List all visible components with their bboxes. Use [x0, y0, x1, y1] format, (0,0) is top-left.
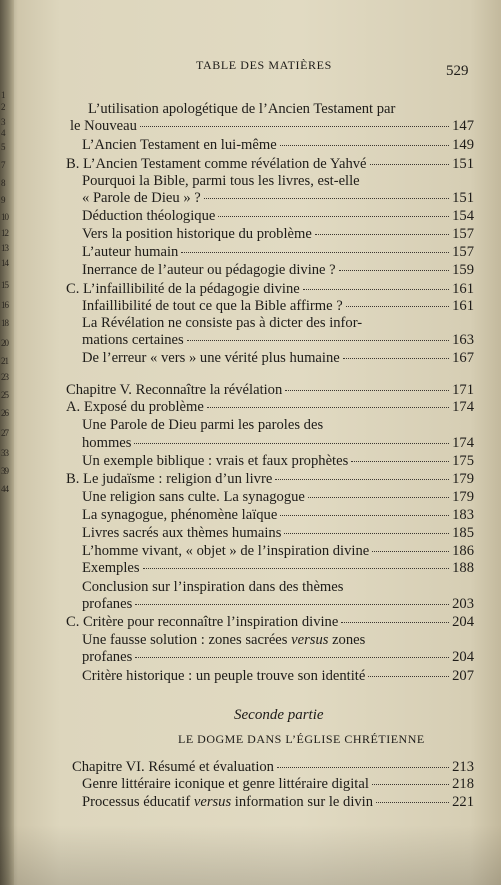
toc-entry-title: Processus éducatif versus information sur le divin — [82, 794, 374, 810]
toc-entry-page: 161 — [452, 281, 474, 297]
toc-entry-page: 186 — [452, 543, 474, 559]
toc-entry — [66, 398, 474, 416]
toc-entry — [82, 542, 474, 560]
gutter-mark: 14 — [1, 258, 8, 268]
toc-entry-title: hommes — [82, 435, 132, 451]
toc-entry — [82, 793, 474, 811]
toc-entry-page: 179 — [452, 489, 474, 505]
gutter-mark: 4 — [1, 128, 5, 138]
toc-entry-page: 175 — [452, 453, 474, 469]
toc-entry — [82, 524, 474, 542]
toc-entry — [66, 381, 474, 399]
leader-dots — [370, 164, 450, 165]
leader-dots — [275, 479, 449, 480]
toc-entry — [82, 349, 474, 367]
toc-entry-title: L’Ancien Testament en lui-même — [82, 137, 277, 153]
leader-dots — [351, 461, 449, 462]
gutter-mark: 25 — [1, 390, 8, 400]
leader-dots — [135, 604, 449, 605]
toc-entry-page: 213 — [452, 759, 474, 775]
leader-dots — [376, 802, 449, 803]
leader-dots — [372, 551, 449, 552]
toc-entry-title: Une religion sans culte. La synagogue — [82, 489, 305, 505]
leader-dots — [315, 234, 449, 235]
toc-entry-page: 163 — [452, 332, 474, 348]
toc-entry-title: La Révélation ne consiste pas à dicter des infor- — [82, 315, 363, 331]
toc-entry — [82, 506, 474, 524]
toc-entry — [82, 631, 474, 649]
toc-entry-page: 147 — [452, 118, 474, 134]
leader-dots — [303, 289, 449, 290]
toc-entry-page: 179 — [452, 471, 474, 487]
toc-entry — [88, 100, 474, 118]
toc-entry-page: 157 — [452, 244, 474, 260]
toc-entry-title: Exemples — [82, 560, 140, 576]
leader-dots — [134, 443, 449, 444]
toc-entry — [66, 470, 474, 488]
leader-dots — [308, 497, 449, 498]
toc-entry — [82, 172, 474, 190]
toc-entry-page: 159 — [452, 262, 474, 278]
leader-dots — [343, 358, 449, 359]
toc-entry-page: 151 — [452, 190, 474, 206]
toc-entry — [82, 189, 474, 207]
gutter-mark: 27 — [1, 428, 8, 438]
toc-entry — [72, 758, 474, 776]
toc-entry-title: Critère historique : un peuple trouve son identité — [82, 668, 366, 684]
leader-dots — [204, 198, 449, 199]
toc-entry-title: Inerrance de l’auteur ou pédagogie divine ? — [82, 262, 336, 278]
toc-entry-page: 151 — [452, 156, 474, 172]
gutter-mark: 7 — [1, 160, 5, 170]
toc-entry-page: 174 — [452, 399, 474, 415]
gutter-mark: 21 — [1, 356, 8, 366]
toc-entry-title: L’auteur humain — [82, 244, 179, 260]
toc-entry-page: 203 — [452, 596, 474, 612]
toc-entry — [82, 775, 474, 793]
leader-dots — [187, 340, 449, 341]
page-shadow — [0, 825, 501, 885]
toc-entry — [66, 280, 474, 298]
leader-dots — [372, 784, 449, 785]
toc-entry-page: 174 — [452, 435, 474, 451]
toc-entry-page: 154 — [452, 208, 474, 224]
gutter-mark: 23 — [1, 372, 8, 382]
toc-entry — [82, 595, 474, 613]
toc-entry — [66, 613, 474, 631]
part-title: LE DOGME DANS L’ÉGLISE CHRÉTIENNE — [178, 732, 425, 746]
gutter-mark: 13 — [1, 243, 8, 253]
toc-entry-page: 221 — [452, 794, 474, 810]
toc-entry-title: Une fausse solution : zones sacrées versus zones — [82, 632, 366, 648]
toc-entry — [82, 261, 474, 279]
gutter-mark: 39 — [1, 466, 8, 476]
running-header: TABLE DES MATIÈRES — [196, 58, 332, 72]
gutter-mark: 8 — [1, 178, 5, 188]
leader-dots — [285, 390, 449, 391]
leader-dots — [280, 515, 449, 516]
toc-entry — [66, 155, 474, 173]
leader-dots — [207, 407, 449, 408]
leader-dots — [368, 676, 449, 677]
toc-entry-title: profanes — [82, 649, 133, 665]
toc-entry — [82, 297, 474, 315]
toc-entry-title: B. L’Ancien Testament comme révélation de Yahvé — [66, 156, 367, 172]
toc-entry — [82, 667, 474, 685]
toc-entry-title: A. Exposé du problème — [66, 399, 204, 415]
gutter-mark: 15 — [1, 280, 8, 290]
leader-dots — [339, 270, 449, 271]
toc-entry-title: Pourquoi la Bible, parmi tous les livres, est-elle — [82, 173, 360, 189]
toc-entry-page: 188 — [452, 560, 474, 576]
toc-entry-title: Chapitre VI. Résumé et évaluation — [72, 759, 274, 775]
gutter-mark: 33 — [1, 448, 8, 458]
leader-dots — [218, 216, 449, 217]
toc-entry-title: C. Critère pour reconnaître l’inspiration divine — [66, 614, 339, 630]
toc-entry-title: Livres sacrés aux thèmes humains — [82, 525, 282, 541]
toc-entry — [82, 243, 474, 261]
toc-entry-page: 157 — [452, 226, 474, 242]
gutter-mark: 5 — [1, 142, 5, 152]
toc-entry-title: Déduction théologique — [82, 208, 216, 224]
gutter-mark: 44 — [1, 484, 8, 494]
toc-entry-page: 185 — [452, 525, 474, 541]
gutter-mark: 12 — [1, 228, 8, 238]
gutter-mark: 16 — [1, 300, 8, 310]
toc-entry — [82, 648, 474, 666]
leader-dots — [135, 657, 449, 658]
leader-dots — [181, 252, 449, 253]
gutter-mark: 20 — [1, 338, 8, 348]
toc-entry — [82, 416, 474, 434]
page-number: 529 — [446, 63, 469, 79]
toc-entry-title: L’utilisation apologétique de l’Ancien Testament par — [88, 101, 396, 117]
part-label: Seconde partie — [234, 707, 324, 723]
toc-entry-page: 171 — [452, 382, 474, 398]
leader-dots — [346, 306, 449, 307]
toc-entry-title: Infaillibilité de tout ce que la Bible affirme ? — [82, 298, 343, 314]
leader-dots — [280, 145, 449, 146]
leader-dots — [277, 767, 449, 768]
leader-dots — [140, 126, 449, 127]
toc-entry-title: La synagogue, phénomène laïque — [82, 507, 278, 523]
toc-entry-title: Genre littéraire iconique et genre littéraire digital — [82, 776, 369, 792]
toc-entry-title: Vers la position historique du problème — [82, 226, 312, 242]
toc-entry-page: 207 — [452, 668, 474, 684]
toc-entry — [82, 452, 474, 470]
toc-entry — [82, 225, 474, 243]
toc-entry — [70, 117, 474, 135]
toc-entry — [82, 207, 474, 225]
toc-entry-title: le Nouveau — [70, 118, 137, 134]
toc-entry-title: mations certaines — [82, 332, 184, 348]
toc-entry — [82, 136, 474, 154]
toc-entry-title: Un exemple biblique : vrais et faux prophètes — [82, 453, 349, 469]
toc-entry — [82, 559, 474, 577]
toc-entry — [82, 578, 474, 596]
gutter-mark: 10 — [1, 212, 8, 222]
gutter-mark: 9 — [1, 195, 5, 205]
gutter-mark: 1 — [1, 90, 5, 100]
leader-dots — [284, 533, 449, 534]
toc-entry-title: Conclusion sur l’inspiration dans des thèmes — [82, 579, 344, 595]
toc-entry-title: B. Le judaïsme : religion d’un livre — [66, 471, 273, 487]
toc-entry-title: C. L’infaillibilité de la pédagogie divine — [66, 281, 300, 297]
toc-entry-title: Chapitre V. Reconnaître la révélation — [66, 382, 283, 398]
toc-entry — [82, 331, 474, 349]
gutter-mark: 26 — [1, 408, 8, 418]
toc-entry-page: 218 — [452, 776, 474, 792]
toc-entry-page: 183 — [452, 507, 474, 523]
toc-entry-page: 204 — [452, 614, 474, 630]
toc-entry — [82, 488, 474, 506]
gutter-mark: 3 — [1, 117, 5, 127]
toc-entry — [82, 314, 474, 332]
toc-entry — [82, 434, 474, 452]
toc-entry-title: profanes — [82, 596, 133, 612]
leader-dots — [143, 568, 450, 569]
toc-entry-title: Une Parole de Dieu parmi les paroles des — [82, 417, 324, 433]
toc-entry-page: 149 — [452, 137, 474, 153]
toc-entry-page: 204 — [452, 649, 474, 665]
leader-dots — [341, 622, 449, 623]
toc-entry-page: 167 — [452, 350, 474, 366]
toc-entry-title: De l’erreur « vers » une vérité plus humaine — [82, 350, 340, 366]
toc-entry-title: « Parole de Dieu » ? — [82, 190, 201, 206]
toc-entry-title: L’homme vivant, « objet » de l’inspiration divine — [82, 543, 370, 559]
gutter-mark: 2 — [1, 102, 5, 112]
toc-entry-page: 161 — [452, 298, 474, 314]
gutter-mark: 18 — [1, 318, 8, 328]
